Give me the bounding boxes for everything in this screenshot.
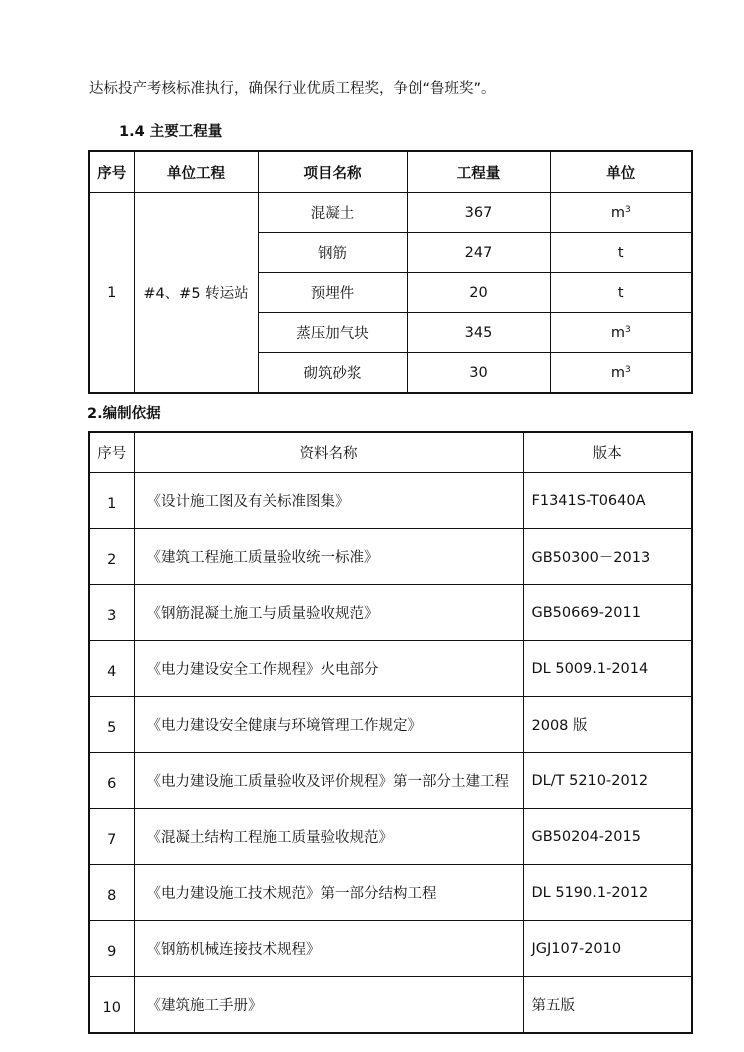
cell-item: 预埋件: [258, 273, 407, 313]
table-header-row: [89, 432, 692, 473]
table-header-row: [89, 151, 692, 193]
header-unit-project: 单位工程: [134, 151, 258, 193]
cell-unit: [550, 233, 692, 273]
cell-group-no: 1: [89, 193, 134, 394]
unit-text: t: [617, 244, 624, 261]
cell-document-name: 《建筑工程施工质量验收统一标准》: [134, 529, 523, 585]
cell-version: JGJ107-2010: [523, 921, 692, 977]
cell-unit: [550, 193, 692, 233]
cell-version: DL 5009.1-2014: [523, 641, 692, 697]
table-row: [89, 977, 692, 1034]
cell-group-unit-project: #4、#5 转运站: [134, 193, 258, 394]
cell-no: 4: [89, 641, 134, 697]
cell-document-name: 《电力建设施工技术规范》第一部分结构工程: [134, 865, 523, 921]
table-row: [89, 585, 692, 641]
unit-superscript: 3: [624, 204, 631, 215]
cell-document-name: 《设计施工图及有关标准图集》: [134, 473, 523, 529]
cell-document-name: 《钢筋混凝土施工与质量验收规范》: [134, 585, 523, 641]
cell-version: GB50669-2011: [523, 585, 692, 641]
header-unit: 单位: [550, 151, 692, 193]
section-heading-main-quantities: 1.4 主要工程量: [119, 124, 223, 140]
cell-version: GB50204-2015: [523, 809, 692, 865]
cell-document-name: 《电力建设安全工作规程》火电部分: [134, 641, 523, 697]
table-row: [89, 529, 692, 585]
cell-version: GB50300－2013: [523, 529, 692, 585]
cell-unit: [550, 273, 692, 313]
unit-text: m: [610, 204, 625, 221]
unit-superscript: 3: [624, 324, 631, 335]
cell-document-name: 《建筑施工手册》: [134, 977, 523, 1034]
table-row: [89, 697, 692, 753]
table-row: [89, 865, 692, 921]
table-row: [89, 921, 692, 977]
cell-qty: 367: [407, 193, 550, 233]
cell-item: 蒸压加气块: [258, 313, 407, 353]
cell-version: DL 5190.1-2012: [523, 865, 692, 921]
cell-unit: [550, 313, 692, 353]
cell-qty: 247: [407, 233, 550, 273]
unit-text: t: [617, 284, 624, 301]
cell-document-name: 《钢筋机械连接技术规程》: [134, 921, 523, 977]
header-document-name: 资料名称: [134, 432, 523, 473]
cell-no: 10: [89, 977, 134, 1034]
cell-no: 1: [89, 473, 134, 529]
cell-version: 2008 版: [523, 697, 692, 753]
header-serial-no: 序号: [89, 432, 134, 473]
cell-qty: 20: [407, 273, 550, 313]
table-row: [89, 193, 692, 233]
cell-document-name: 《混凝土结构工程施工质量验收规范》: [134, 809, 523, 865]
cell-item: 钢筋: [258, 233, 407, 273]
cell-document-name: 《电力建设施工质量验收及评价规程》第一部分土建工程: [134, 753, 523, 809]
header-item-name: 项目名称: [258, 151, 407, 193]
cell-no: 7: [89, 809, 134, 865]
cell-no: 9: [89, 921, 134, 977]
unit-text: m: [610, 364, 625, 381]
cell-item: 砌筑砂浆: [258, 353, 407, 394]
compilation-basis-table: [88, 431, 693, 1034]
main-quantities-table: [88, 150, 693, 394]
cell-version: F1341S-T0640A: [523, 473, 692, 529]
intro-paragraph: 达标投产考核标准执行，确保行业优质工程奖，争创“鲁班奖”。: [89, 81, 496, 97]
cell-version: DL/T 5210-2012: [523, 753, 692, 809]
table-row: [89, 753, 692, 809]
cell-version: 第五版: [523, 977, 692, 1034]
header-version: 版本: [523, 432, 692, 473]
cell-item: 混凝土: [258, 193, 407, 233]
cell-no: 5: [89, 697, 134, 753]
section-heading-compilation-basis: 2.编制依据: [87, 406, 161, 422]
header-serial-no: 序号: [89, 151, 134, 193]
table-row: [89, 473, 692, 529]
table-row: [89, 641, 692, 697]
cell-qty: 345: [407, 313, 550, 353]
cell-no: 2: [89, 529, 134, 585]
cell-no: 3: [89, 585, 134, 641]
cell-qty: 30: [407, 353, 550, 394]
unit-superscript: 3: [624, 364, 631, 375]
header-quantity: 工程量: [407, 151, 550, 193]
cell-unit: [550, 353, 692, 394]
unit-text: m: [610, 324, 625, 341]
cell-no: 6: [89, 753, 134, 809]
cell-no: 8: [89, 865, 134, 921]
cell-document-name: 《电力建设安全健康与环境管理工作规定》: [134, 697, 523, 753]
table-row: [89, 809, 692, 865]
